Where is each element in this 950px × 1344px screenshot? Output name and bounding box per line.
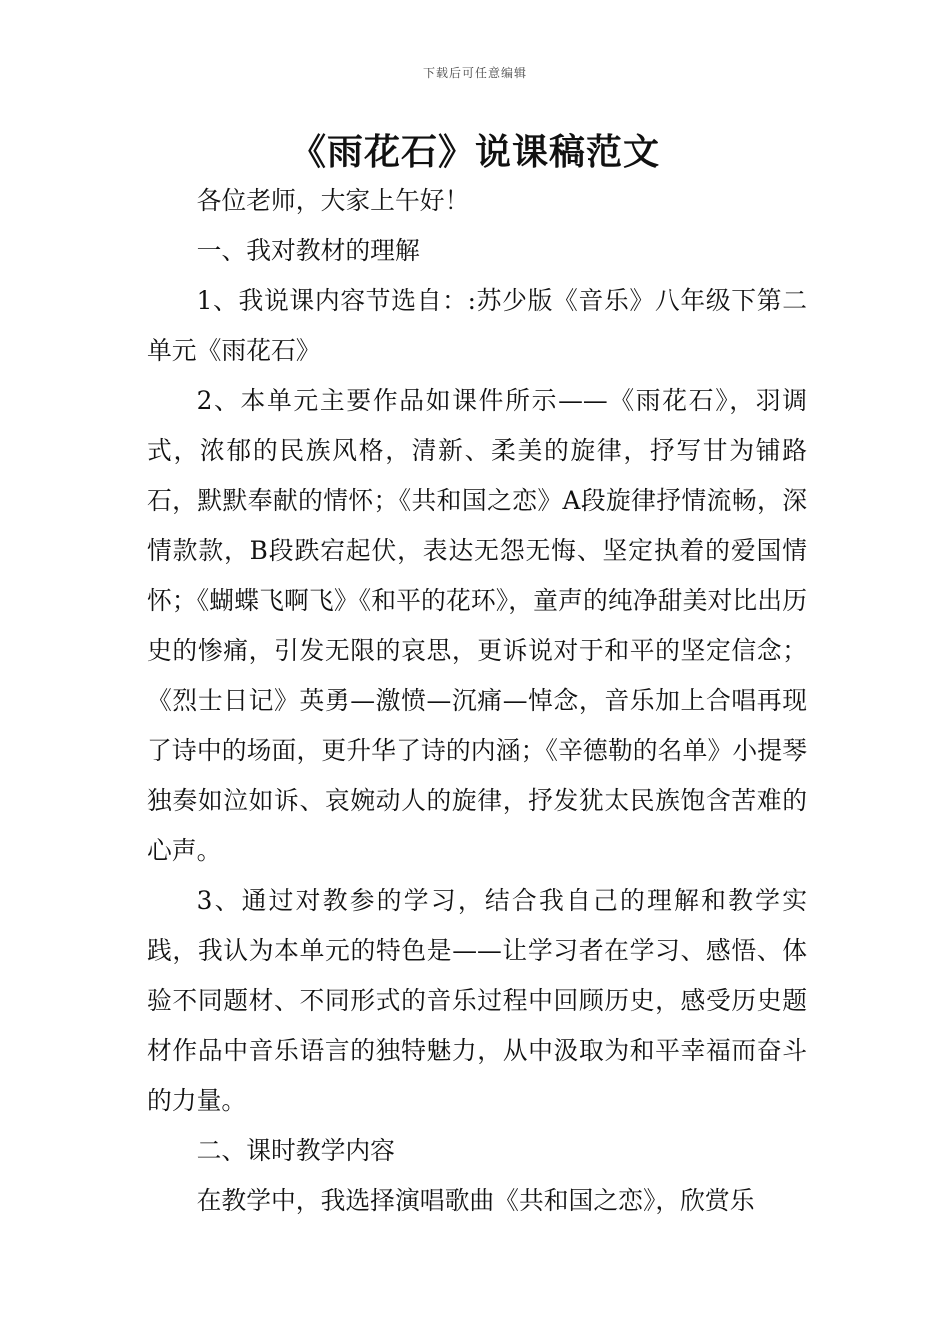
body-paragraph: 在教学中，我选择演唱歌曲《共和国之恋》，欣赏乐 bbox=[196, 1186, 755, 1215]
body-paragraph: 1、我说课内容节选自：:苏少版《音乐》八年级下第二单元《雨花石》 bbox=[147, 286, 807, 365]
page-header-note: 下载后可任意编辑 bbox=[422, 66, 527, 80]
document-title: 《雨花石》说课稿范文 bbox=[289, 132, 660, 173]
body-paragraph: 3、通过对教参的学习，结合我自己的理解和教学实践，我认为本单元的特色是——让学习者在学习、感悟、体验不同题材、不同形式的音乐过程中回顾历史，感受历史题材作品中音乐语言的独特魅力，从中汲取为和平幸福而奋斗的力量。 bbox=[147, 886, 807, 1115]
greeting-paragraph: 各位老师，大家上午好！ bbox=[196, 186, 470, 215]
section-heading: 二、课时教学内容 bbox=[196, 1136, 395, 1165]
document-body bbox=[147, 176, 807, 1226]
body-paragraph: 2、本单元主要作品如课件所示——《雨花石》，羽调式，浓郁的民族风格，清新、柔美的旋律，抒写甘为铺路石，默默奉献的情怀；《共和国之恋》A段旋律抒情流畅，深情款款，B段跌宕起伏，表达无怨无悔、坚定执着的爱国情怀；《蝴蝶飞啊飞》《和平的花环》，童声的纯净甜美对比出历史的惨痛，引发无限的哀思，更诉说对于和平的坚定信念；《烈士日记》英勇—激愤—沉痛—悼念，音乐加上合唱再现了诗中的场面，更升华了诗的内涵；《辛德勒的名单》小提琴独奏如泣如诉、哀婉动人的旋律，抒发犹太民族饱含苦难的心声。 bbox=[147, 386, 807, 865]
section-heading: 一、我对教材的理解 bbox=[196, 236, 420, 265]
